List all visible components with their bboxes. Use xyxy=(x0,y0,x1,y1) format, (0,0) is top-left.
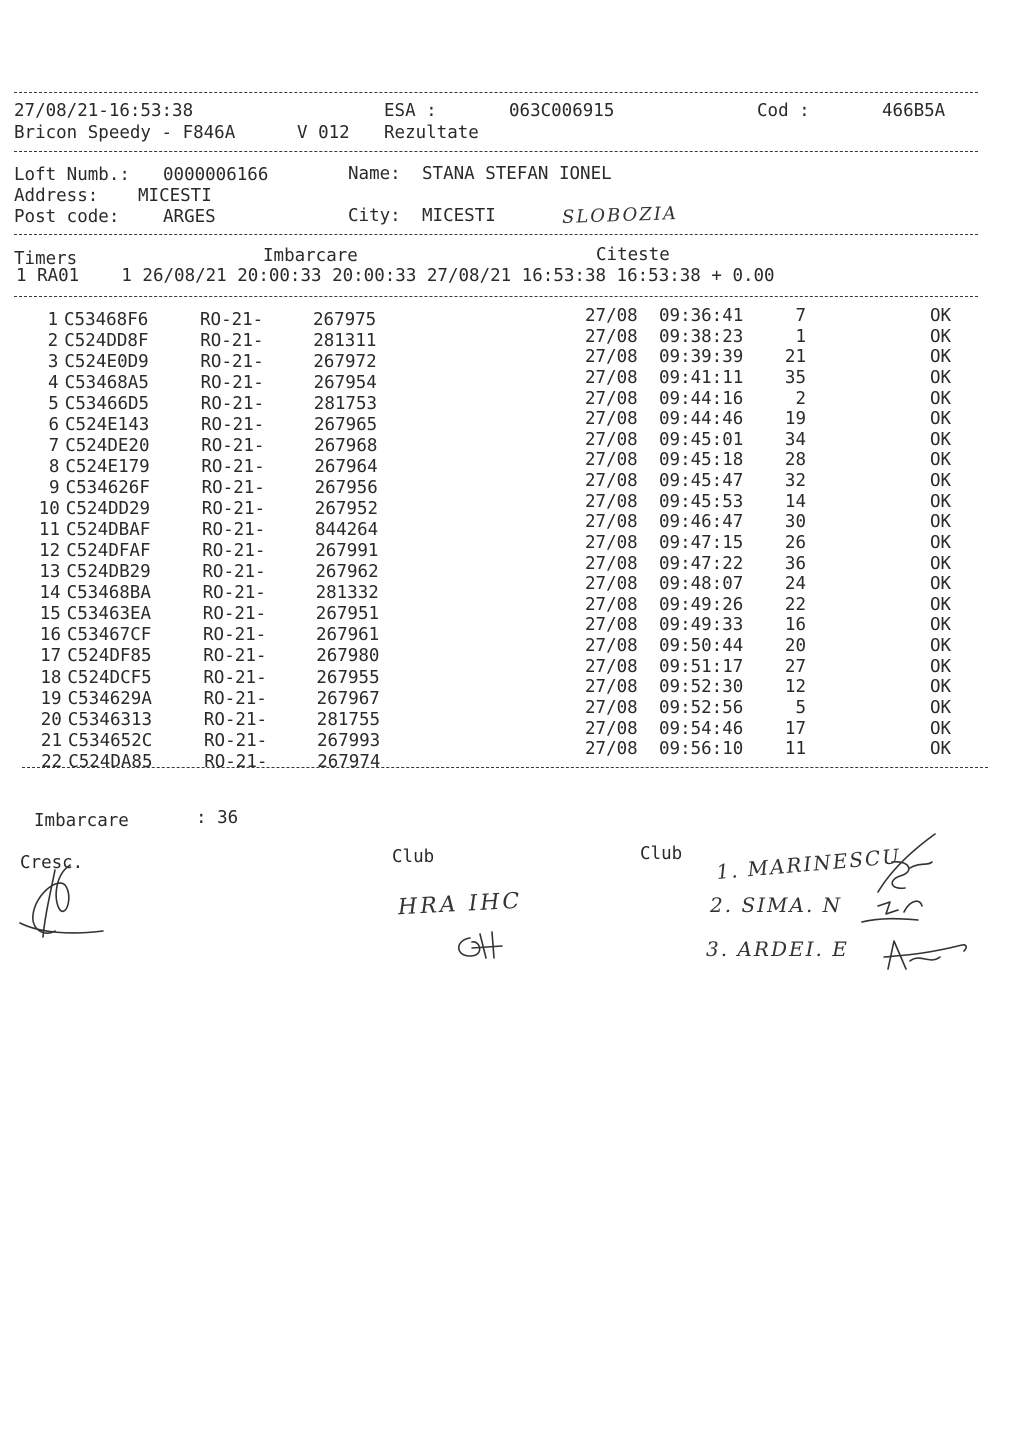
separator-header xyxy=(14,151,978,152)
chip-id: C524DD29 xyxy=(65,499,151,520)
row-number: 6 xyxy=(48,415,59,436)
ring-prefix: RO-21- xyxy=(200,352,264,373)
position: 35 xyxy=(784,367,806,388)
cod-value: 466B5A xyxy=(882,101,946,121)
separator-owner xyxy=(14,234,978,235)
status: OK xyxy=(930,429,952,450)
arrival-date: 27/08 xyxy=(585,532,638,553)
status: OK xyxy=(930,594,952,615)
arrival-date: 27/08 xyxy=(585,677,638,698)
chip-id: C5346313 xyxy=(67,709,153,730)
position: 12 xyxy=(784,677,806,698)
ring-number: 281311 xyxy=(313,331,377,352)
position: 26 xyxy=(784,532,806,553)
chip-id: C524DCF5 xyxy=(67,667,152,688)
status: OK xyxy=(930,636,952,657)
club1-signature xyxy=(450,928,510,964)
ring-number: 267954 xyxy=(313,373,377,394)
row-number: 22 xyxy=(41,751,63,772)
arrival-time: 09:49:33 xyxy=(659,615,744,636)
arrival-time: 09:36:41 xyxy=(659,306,744,326)
status: OK xyxy=(930,574,952,595)
arrival-time: 09:52:56 xyxy=(659,697,744,718)
arrival-time: 09:41:11 xyxy=(659,367,744,388)
chip-id: C524DA85 xyxy=(68,751,153,772)
row-number: 15 xyxy=(39,604,61,625)
chip-id: C524E179 xyxy=(65,457,150,478)
name-label: Name: xyxy=(348,164,401,184)
chip-id: C524DE20 xyxy=(65,436,150,457)
arrival-time: 09:56:10 xyxy=(659,739,744,760)
citeste-header: Citeste xyxy=(596,245,670,265)
status: OK xyxy=(930,347,952,368)
ring-number: 267975 xyxy=(313,310,377,330)
arrival-date: 27/08 xyxy=(585,388,638,409)
row-number: 10 xyxy=(38,499,60,520)
ring-prefix: RO-21- xyxy=(200,394,265,415)
ring-number: 267968 xyxy=(314,436,378,457)
position: 11 xyxy=(784,739,806,760)
imbarcare-header: Imbarcare xyxy=(263,246,358,266)
footer-imbarcare-value: : 36 xyxy=(196,808,239,828)
ring-number: 267974 xyxy=(317,751,381,772)
chip-id: C534652C xyxy=(68,730,153,751)
cod-label: Cod : xyxy=(757,101,810,121)
status: OK xyxy=(930,491,952,512)
arrival-time: 09:39:39 xyxy=(659,347,744,368)
position: 22 xyxy=(784,594,806,615)
chip-id: C524DD8F xyxy=(64,331,149,352)
status: OK xyxy=(930,306,952,326)
ring-number: 281755 xyxy=(316,709,381,730)
timer-row: 1 RA01 1 26/08/21 20:00:33 20:00:33 27/08/21 16:53:38 16:53:38 + 0.00 xyxy=(16,266,775,286)
arrival-date: 27/08 xyxy=(585,409,638,430)
arrival-date: 27/08 xyxy=(585,615,638,636)
chip-id: C53468BA xyxy=(66,583,151,604)
device-name: Bricon Speedy - F846A xyxy=(14,123,236,143)
row-number: 20 xyxy=(40,709,62,730)
separator-timers xyxy=(14,296,978,297)
row-number: 5 xyxy=(48,394,59,415)
arrival-time: 09:46:47 xyxy=(659,512,744,533)
position: 24 xyxy=(784,574,806,595)
signer-1: 1. MARINESCU xyxy=(715,843,902,885)
ring-number: 267993 xyxy=(317,730,381,751)
arrival-time: 09:52:30 xyxy=(659,677,744,698)
signer-2-signature xyxy=(858,892,928,928)
ring-prefix: RO-21- xyxy=(203,646,267,667)
esa-value: 063C006915 xyxy=(509,101,615,121)
row-number: 13 xyxy=(39,562,61,583)
ring-number: 267967 xyxy=(316,688,380,709)
arrival-date: 27/08 xyxy=(585,450,638,471)
chip-id: C524DBAF xyxy=(66,520,151,541)
arrival-time: 09:45:18 xyxy=(659,450,744,471)
ring-number: 267980 xyxy=(316,646,380,667)
arrival-date: 27/08 xyxy=(585,326,638,347)
position: 14 xyxy=(784,491,806,512)
ring-prefix: RO-21- xyxy=(202,604,267,625)
ring-number: 281753 xyxy=(313,394,378,415)
ring-prefix: RO-21- xyxy=(201,478,265,499)
postcode-label: Post code: xyxy=(14,207,120,227)
ring-prefix: RO-21- xyxy=(204,751,268,772)
chip-id: C524DFAF xyxy=(66,541,151,562)
arrival-date: 27/08 xyxy=(585,636,638,657)
city-value: MICESTI xyxy=(422,206,496,226)
ring-prefix: RO-21- xyxy=(202,583,266,604)
ring-prefix: RO-21- xyxy=(202,541,266,562)
status: OK xyxy=(930,512,952,533)
row-number: 3 xyxy=(47,352,59,373)
ring-prefix: RO-21- xyxy=(202,520,266,541)
chip-id: C524DF85 xyxy=(67,646,152,667)
club1-handwritten: HRA IHC xyxy=(397,888,523,921)
arrival-time: 09:45:01 xyxy=(659,429,744,450)
loft-label: Loft Numb.: xyxy=(14,165,130,185)
row-number: 8 xyxy=(48,457,60,478)
chip-id: C534626F xyxy=(65,478,150,499)
arrival-date: 27/08 xyxy=(585,367,638,388)
arrival-time: 09:44:16 xyxy=(659,388,744,409)
arrival-time: 09:48:07 xyxy=(659,574,744,595)
position: 2 xyxy=(795,388,806,409)
arrival-date: 27/08 xyxy=(585,739,638,760)
ring-prefix: RO-21- xyxy=(203,667,267,688)
arrival-time: 09:49:26 xyxy=(659,594,744,615)
status: OK xyxy=(930,532,952,553)
row-number: 1 xyxy=(47,310,58,330)
row-number: 4 xyxy=(48,373,59,394)
status: OK xyxy=(930,388,952,409)
arrival-date: 27/08 xyxy=(585,512,638,533)
status: OK xyxy=(930,326,952,347)
chip-id: C53466D5 xyxy=(64,394,150,415)
row-number: 16 xyxy=(39,625,61,646)
row-number: 18 xyxy=(40,667,62,688)
ring-number: 281332 xyxy=(315,583,379,604)
ring-prefix: RO-21- xyxy=(203,709,268,730)
ring-number: 267964 xyxy=(314,457,378,478)
breeder-signature xyxy=(15,855,110,945)
signer-3-signature xyxy=(880,935,970,975)
row-number: 17 xyxy=(40,646,62,667)
status: OK xyxy=(930,615,952,636)
ring-prefix: RO-21- xyxy=(202,562,266,583)
position: 5 xyxy=(795,697,806,718)
ring-number: 267965 xyxy=(314,415,378,436)
ring-prefix: RO-21- xyxy=(204,730,268,751)
ring-prefix: RO-21- xyxy=(201,415,265,436)
position: 19 xyxy=(784,409,806,430)
owner-name: STANA STEFAN IONEL xyxy=(422,164,612,184)
chip-id: C53468F6 xyxy=(64,310,149,330)
chip-id: C534629A xyxy=(67,688,152,709)
loft-number: 0000006166 xyxy=(163,165,269,185)
position: 36 xyxy=(784,553,806,574)
position: 7 xyxy=(795,306,806,326)
ring-number: 267952 xyxy=(314,499,379,520)
timers-label: Timers xyxy=(14,249,78,269)
arrival-time: 09:45:53 xyxy=(659,491,744,512)
cresc-label: Cresc. xyxy=(20,853,84,873)
row-number: 19 xyxy=(40,688,62,709)
arrival-date: 27/08 xyxy=(585,471,638,492)
arrival-time: 09:45:47 xyxy=(659,471,744,492)
arrival-date: 27/08 xyxy=(585,594,638,615)
arrival-time: 09:44:46 xyxy=(659,409,744,430)
footer-imbarcare-label: Imbarcare xyxy=(34,811,129,831)
arrival-date: 27/08 xyxy=(585,553,638,574)
chip-id: C524E143 xyxy=(65,415,150,436)
position: 1 xyxy=(795,326,806,347)
row-number: 21 xyxy=(40,730,62,751)
position: 21 xyxy=(784,347,806,368)
row-number: 11 xyxy=(38,520,60,541)
signer-3: 3. ARDEI. E xyxy=(706,937,849,961)
ring-prefix: RO-21- xyxy=(201,457,265,478)
arrival-time: 09:38:23 xyxy=(659,326,744,347)
position: 20 xyxy=(784,636,806,657)
ring-number: 267961 xyxy=(316,625,380,646)
status: OK xyxy=(930,409,952,430)
address-label: Address: xyxy=(14,186,99,206)
row-number: 12 xyxy=(39,541,61,562)
chip-id: C53468A5 xyxy=(64,373,149,394)
arrival-date: 27/08 xyxy=(585,491,638,512)
chip-id: C524E0D9 xyxy=(64,352,149,373)
position: 34 xyxy=(784,429,806,450)
club-label-1: Club xyxy=(392,847,435,867)
city-label: City: xyxy=(348,206,401,226)
status: OK xyxy=(930,739,952,760)
ring-prefix: RO-21- xyxy=(200,310,264,330)
row-number: 9 xyxy=(49,478,60,499)
status: OK xyxy=(930,471,952,492)
arrival-date: 27/08 xyxy=(585,574,638,595)
ring-prefix: RO-21- xyxy=(201,499,266,520)
ring-number: 267956 xyxy=(314,478,378,499)
row-number: 2 xyxy=(47,331,59,352)
arrival-date: 27/08 xyxy=(585,347,638,368)
position: 28 xyxy=(784,450,806,471)
ring-number: 267991 xyxy=(315,541,379,562)
ring-prefix: RO-21- xyxy=(200,331,264,352)
arrival-time: 09:54:46 xyxy=(659,718,744,739)
row-number: 14 xyxy=(39,583,61,604)
arrival-date: 27/08 xyxy=(585,656,638,677)
ring-number: 267955 xyxy=(316,667,380,688)
ring-prefix: RO-21- xyxy=(200,373,264,394)
esa-label: ESA : xyxy=(384,101,437,121)
arrival-date: 27/08 xyxy=(585,429,638,450)
arrival-time: 09:51:17 xyxy=(659,656,744,677)
ring-number: 267951 xyxy=(315,604,380,625)
status: OK xyxy=(930,367,952,388)
arrival-time: 09:47:22 xyxy=(659,553,744,574)
status: OK xyxy=(930,553,952,574)
status: OK xyxy=(930,718,952,739)
position: 16 xyxy=(784,615,806,636)
separator-top xyxy=(14,92,978,93)
device-version: V 012 xyxy=(297,123,350,143)
city-handwritten-note: SLOBOZIA xyxy=(561,202,679,229)
chip-id: C53467CF xyxy=(67,625,152,646)
address-value: MICESTI xyxy=(138,186,212,206)
postcode-value: ARGES xyxy=(163,207,216,227)
position: 32 xyxy=(784,471,806,492)
signer-2: 2. SIMA. N xyxy=(710,893,843,917)
club-label-2: Club xyxy=(640,844,683,864)
status: OK xyxy=(930,677,952,698)
status: OK xyxy=(930,656,952,677)
status: OK xyxy=(930,450,952,471)
separator-results xyxy=(22,767,988,768)
report-datetime: 27/08/21-16:53:38 xyxy=(14,101,194,121)
arrival-time: 09:47:15 xyxy=(659,532,744,553)
arrival-time: 09:50:44 xyxy=(659,636,744,657)
position: 17 xyxy=(784,718,806,739)
ring-number: 267962 xyxy=(315,562,379,583)
ring-number: 844264 xyxy=(315,520,379,541)
status: OK xyxy=(930,697,952,718)
position: 27 xyxy=(784,656,806,677)
chip-id: C524DB29 xyxy=(66,562,151,583)
ring-prefix: RO-21- xyxy=(203,625,267,646)
position: 30 xyxy=(784,512,806,533)
arrival-date: 27/08 xyxy=(585,697,638,718)
ring-prefix: RO-21- xyxy=(201,436,265,457)
arrival-date: 27/08 xyxy=(585,306,638,326)
arrival-date: 27/08 xyxy=(585,718,638,739)
ring-number: 267972 xyxy=(313,352,377,373)
ring-prefix: RO-21- xyxy=(203,688,267,709)
chip-id: C53463EA xyxy=(66,604,152,625)
report-title: Rezultate xyxy=(384,123,479,143)
row-number: 7 xyxy=(48,436,60,457)
